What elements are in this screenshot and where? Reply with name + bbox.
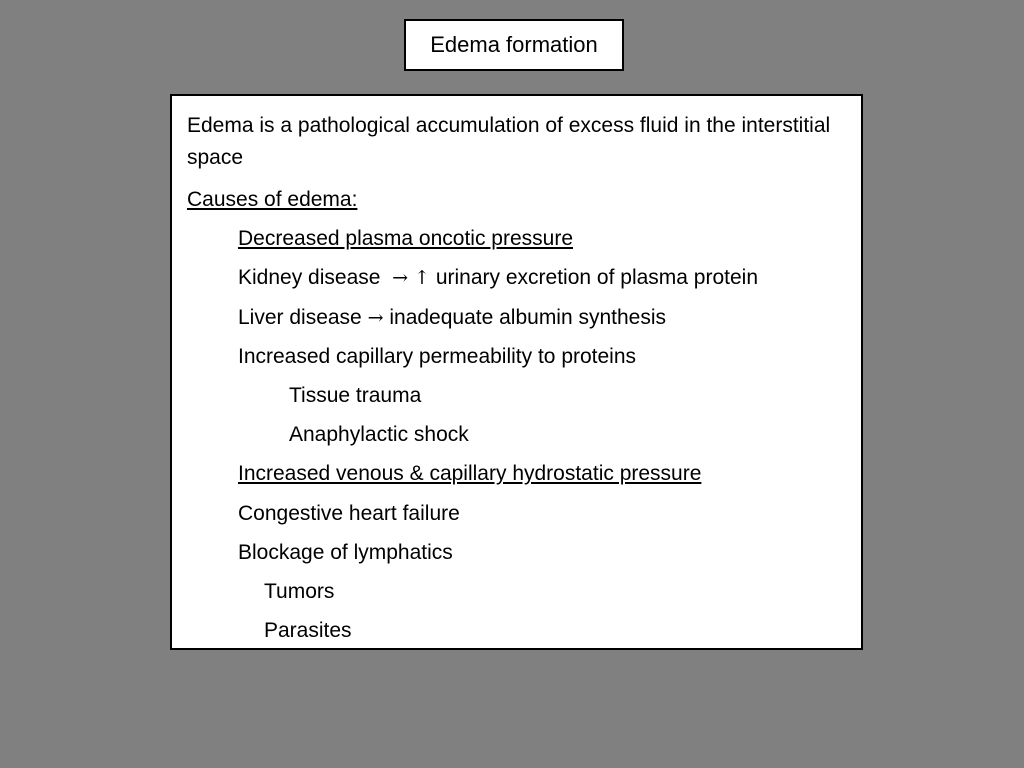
content-panel xyxy=(170,94,863,650)
oncotic-heading: Decreased plasma oncotic pressure xyxy=(238,227,573,251)
hydrostatic-heading: Increased venous & capillary hydrostatic pressure xyxy=(238,462,702,486)
slide-title xyxy=(404,19,624,71)
slide-title-text: Edema formation xyxy=(430,32,598,57)
causes-heading: Causes of edema: xyxy=(187,188,358,211)
liver-disease-effect: inadequate albumin synthesis xyxy=(389,305,667,329)
kidney-disease-effect: urinary excretion of plasma protein xyxy=(435,266,759,290)
kidney-disease-line xyxy=(187,258,849,297)
lymphatics-heading: Blockage of lymphatics xyxy=(238,540,453,564)
arrow-increase-icon: → ↑ xyxy=(392,267,430,290)
arrow-right-icon: → xyxy=(367,306,384,329)
permeability-item: Tissue trauma xyxy=(289,383,422,407)
liver-disease-line xyxy=(187,298,849,337)
hydrostatic-item: Congestive heart failure xyxy=(238,501,460,525)
liver-disease-label: Liver disease xyxy=(238,305,362,329)
permeability-item: Anaphylactic shock xyxy=(289,423,469,447)
lymphatics-item: Tumors xyxy=(264,579,335,603)
edema-definition: Edema is a pathological accumulation of excess fluid in the interstitial space xyxy=(187,114,831,169)
kidney-disease-label: Kidney disease xyxy=(238,266,381,290)
permeability-heading: Increased capillary permeability to proteins xyxy=(238,344,637,368)
lymphatics-item: Parasites xyxy=(264,619,352,643)
